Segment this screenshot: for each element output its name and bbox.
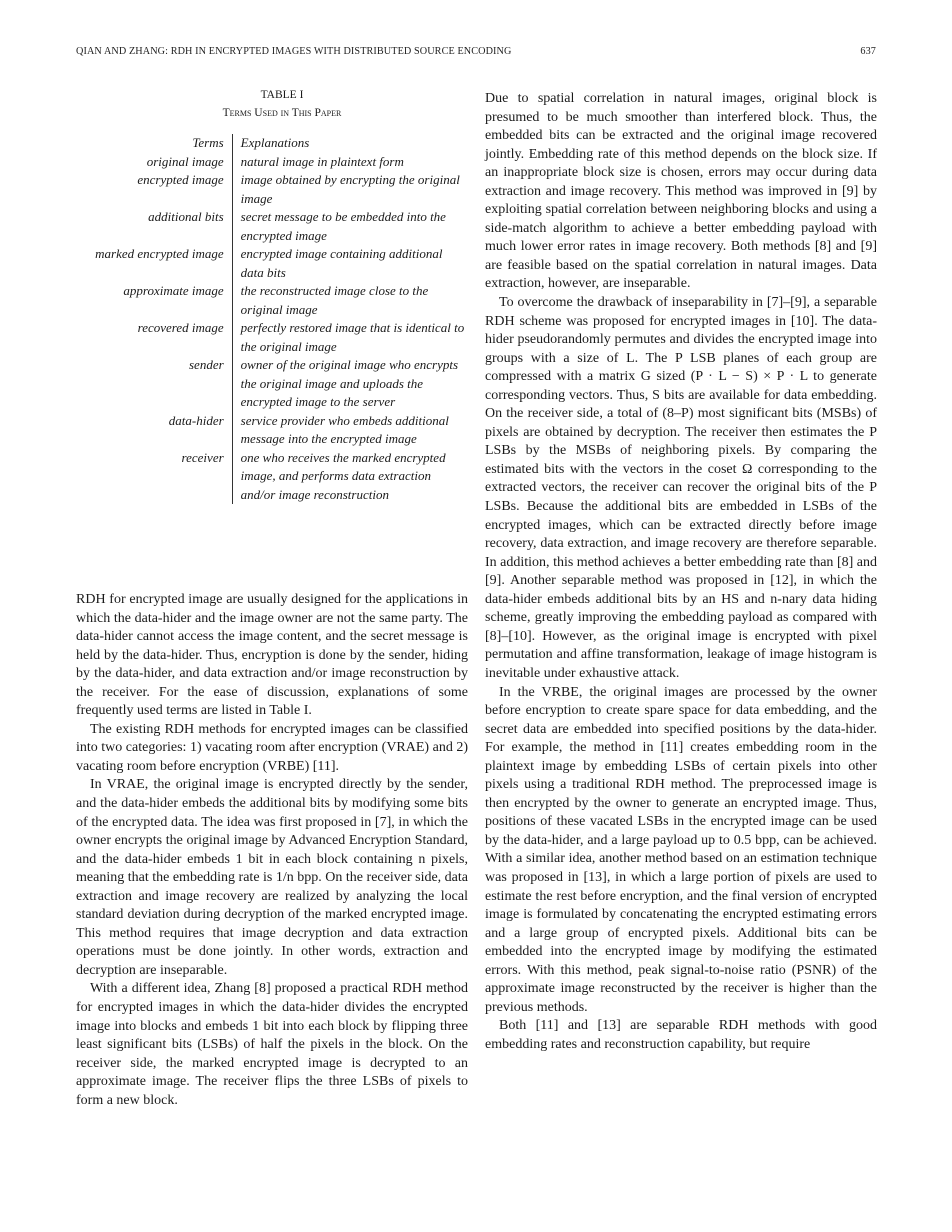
table-row — [76, 319, 468, 356]
explanation-cell: secret message to be embedded into the encrypted image — [240, 209, 446, 243]
term-cell: marked encrypted image — [76, 245, 232, 282]
paragraph: The existing RDH methods for encrypted images can be classified into two categories: 1) vacating room after encryption (VRAE) and 2) vacating room before encryption (VRBE) [11]. — [76, 721, 468, 774]
table-row — [76, 208, 468, 245]
explanation-cell: service provider who embeds additional message into the encrypted image — [240, 412, 449, 446]
terms-table — [76, 134, 468, 504]
term-cell: receiver — [76, 449, 232, 505]
table-row — [76, 412, 468, 449]
explanation-cell: encrypted image containing additional data bits — [240, 246, 443, 280]
explanation-cell: natural image in plaintext form — [240, 153, 404, 169]
paragraph: In VRAE, the original image is encrypted directly by the sender, and the data-hider embeds the additional bits by modifying some bits of the encrypted data. The idea was first proposed in [7], in which the owner encrypts the original image by Advanced Encryption Standard, and the data-hider embeds 1 bit in each block containing n pixels, meaning that the embedding rate is 1/n bpp. On the receiver side, data extraction and image recovery are realized by analyzing the local standard deviation during decryption of the marked encrypted image. This method requires that image decryption and data extraction operations must be done jointly. In other words, extraction and decryption are inseparable. — [76, 777, 468, 978]
paragraph: In the VRBE, the original images are processed by the owner before encryption to create spare space for data embedding, and the secret data are embedded into specified positions by the data-hider. For example, the method in [11] creates embedding room in the plaintext image by embedding LSBs of certain pixels into other pixels using a traditional RDH method. The preprocessed image is then encrypted by the owner to generate an encrypted image. Thus, positions of these vacated LSBs in the encrypted image can be used by the data-hider, and a large payload up to 0.5 bpp, can be achieved. With a similar idea, another method based on an estimation technique was proposed in [13], in which a large portion of pixels are used to estimate the rest before encryption, and the final version of encrypted image is formulated by concatenating the encrypted estimating errors and a large group of encrypted pixels. Additional bits can be embedded into the encrypted image by modifying the estimated errors. With this method, peak signal-to-noise ratio (PSNR) of the approximate image reconstructed by the receiver is higher than the previous methods. — [485, 684, 877, 1015]
left-column-body — [76, 591, 468, 1110]
table-row — [76, 245, 468, 282]
paragraph: Due to spatial correlation in natural images, original block is presumed to be much smoother than interfered block. Thus, the embedded bits can be extracted and the original image recovered jointly. Embedding rate of this method depends on the block size. If an inappropriate block size is chosen, errors may occur during data extraction and image recovery. This method was improved in [9] by exploiting spatial correlation between neighboring blocks and using a side-match algorithm to achieve a better embedding payload with much lower error rates in image recovery. Both methods [8] and [9] are feasible based on the spatial correlation in natural images. Data extraction, however, are inseparable. — [485, 91, 877, 292]
term-cell: original image — [76, 153, 232, 172]
table-row — [76, 356, 468, 412]
paragraph: Both [11] and [13] are separable RDH methods with good embedding rates and reconstruction capability, but require — [485, 1018, 877, 1052]
term-cell: recovered image — [76, 319, 232, 356]
term-cell: additional bits — [76, 208, 232, 245]
explanation-cell: one who receives the marked encrypted image, and performs data extraction and/or image reconstruction — [240, 449, 446, 502]
term-cell: data-hider — [76, 412, 232, 449]
table-row — [76, 282, 468, 319]
term-cell: encrypted image — [76, 171, 232, 208]
paragraph: To overcome the drawback of inseparability in [7]–[9], a separable RDH scheme was proposed for encrypted images in [10]. The data-hider pseudorandomly permutes and divides the encrypted image into groups with a size of L. The P LSB planes of each group are compressed with a matrix G sized (P · L − S) × P · L to generate corresponding vectors. Thus, S bits are available for data embedding. On the receiver side, a total of (8–P) most significant bits (MSBs) of pixels are obtained by decryption. The receiver then estimates the P LSBs by the MSBs of neighboring pixels. By comparing the estimated bits with the vectors in the coset Ω corresponding to the extracted vectors, the receiver can recover the original bits of the P LSBs. Because the additional bits are embedded in LSBs of the encrypted images, which can be extracted directly before image recovery, data extraction, and image recovery are therefore separable. In addition, this method achieves a better embedding rate than [8] and [9]. Another separable method was proposed in [12], in which the data-hider embeds additional bits by an HS and n-nary data hiding scheme, greatly improving the embedding payload as compared with [8]–[10]. However, as the original image is encrypted with pixel permutation and affine transformation, leakage of image histogram is inevitable under exhaustive attack. — [485, 295, 877, 681]
right-column-body — [485, 90, 877, 1054]
paragraph: RDH for encrypted image are usually designed for the applications in which the data-hider and the image owner are not the same party. The data-hider cannot access the image content, and the secret message is held by the data-hider. Thus, encryption is done by the sender, hiding by the data-hider, and data extraction and/or image reconstruction by the receiver. For the ease of discussion, explanations of some frequently used terms are listed in Table I. — [76, 592, 468, 719]
column-header-terms: Terms — [76, 134, 232, 153]
explanation-cell: the reconstructed image close to the original image — [240, 283, 429, 317]
term-cell: sender — [76, 356, 232, 412]
table-row — [76, 153, 468, 172]
table-label: TABLE I — [260, 89, 304, 101]
explanation-cell: image obtained by encrypting the original image — [240, 172, 460, 206]
page-number: 637 — [860, 46, 876, 57]
column-header-explanations: Explanations — [240, 135, 310, 150]
running-title: QIAN AND ZHANG: RDH IN ENCRYPTED IMAGES WITH DISTRIBUTED SOURCE ENCODING — [76, 46, 512, 57]
explanation-cell: owner of the original image who encrypts the original image and uploads the encrypted image to the server — [240, 357, 459, 409]
table-title: Terms Used in This Paper — [222, 107, 342, 119]
term-cell: approximate image — [76, 282, 232, 319]
table-row — [76, 171, 468, 208]
paragraph: With a different idea, Zhang [8] proposed a practical RDH method for encrypted images in which the data-hider divides the encrypted image into blocks and embeds 1 bit into each block by flipping three least significant bits (LSBs) of half the pixels in the block. On the receiver side, the marked encrypted image is decrypted to an approximate image. The receiver flips the three LSBs of pixels to form a new block. — [76, 981, 468, 1108]
terms-table-block — [76, 88, 468, 504]
explanation-cell: perfectly restored image that is identical to the original image — [240, 320, 465, 354]
table-row — [76, 449, 468, 505]
table-header-row — [76, 134, 468, 153]
